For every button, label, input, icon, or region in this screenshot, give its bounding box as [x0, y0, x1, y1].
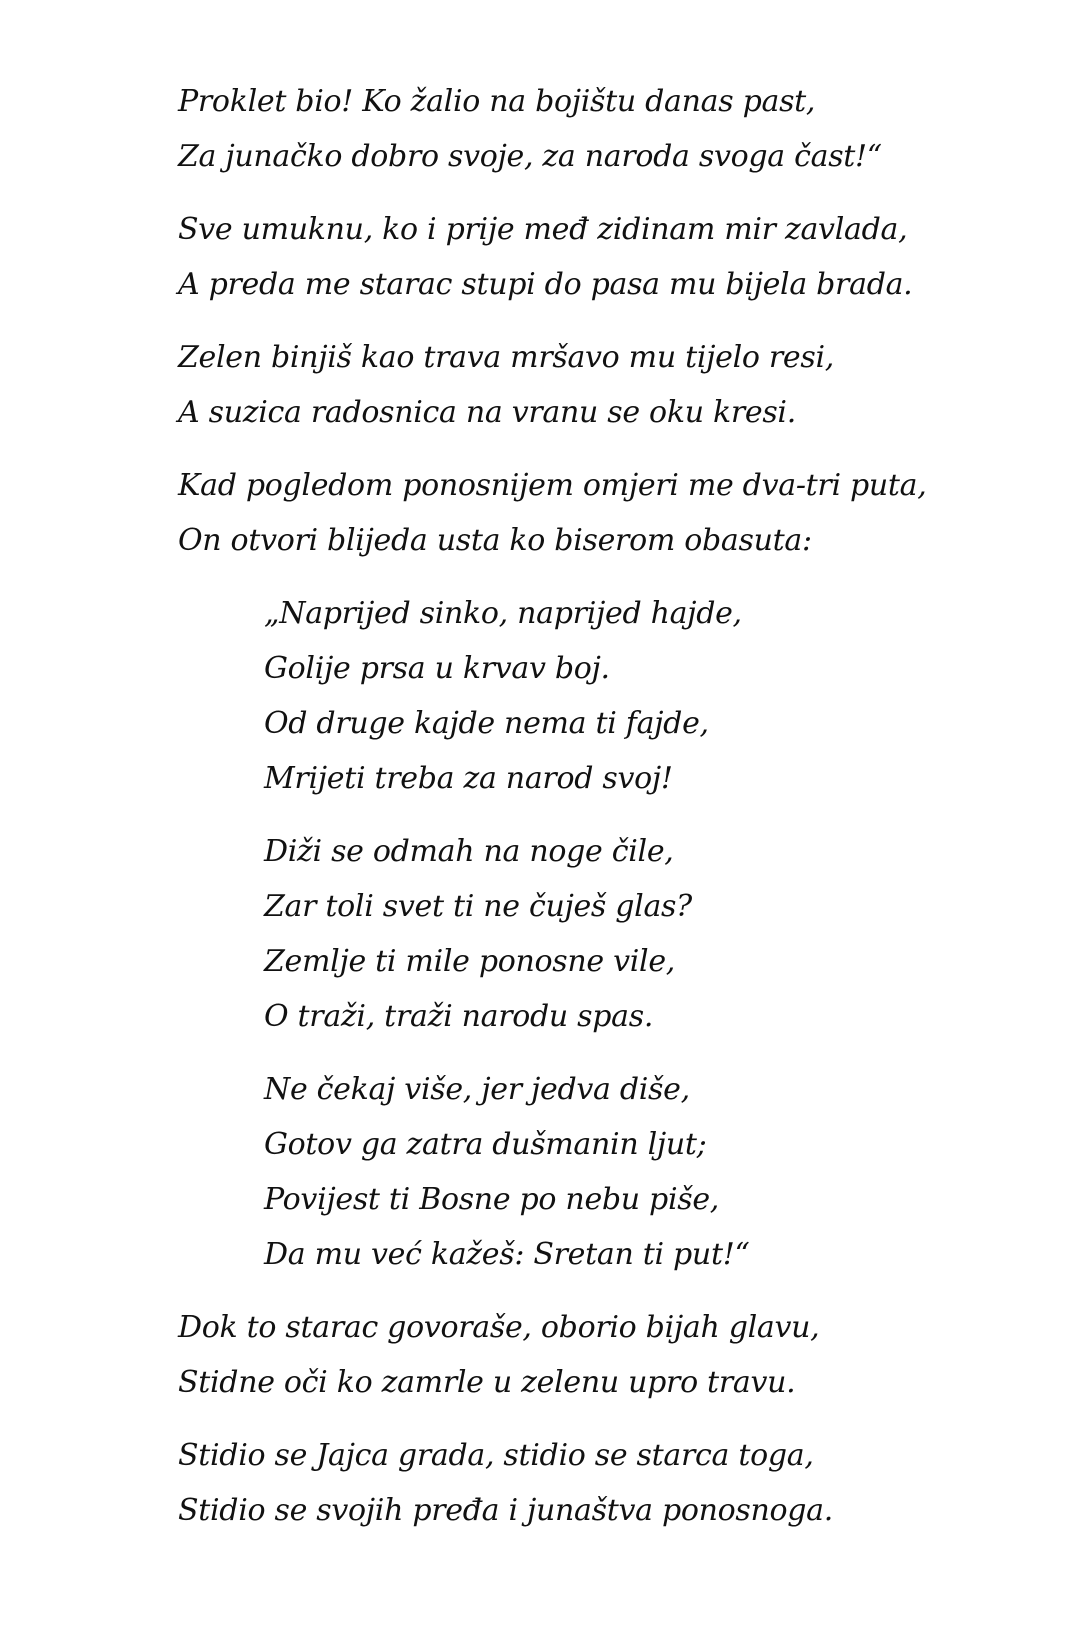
poem-stanza — [178, 586, 1038, 806]
poem-line: Stidio se Jajca grada, stidio se starca toga, — [178, 1438, 814, 1473]
poem-line: Mrijeti treba za narod svoj! — [264, 761, 673, 796]
poem-line: Ne čekaj više, jer jedva diše, — [264, 1072, 690, 1107]
poem-line: Povijest ti Bosne po nebu piše, — [264, 1182, 720, 1217]
poem-line: Dok to starac govoraše, oborio bijah glavu, — [178, 1310, 820, 1345]
poem-line: A preda me starac stupi do pasa mu bijela brada. — [178, 267, 913, 302]
poem-stanza — [178, 1300, 1038, 1410]
poem-line: Gotov ga zatra dušmanin ljut; — [264, 1127, 707, 1162]
poem-line: Diži se odmah na noge čile, — [264, 834, 674, 869]
poem-line: Od druge kajde nema ti fajde, — [264, 706, 709, 741]
poem-line: Da mu već kažeš: Sretan ti put!“ — [264, 1237, 750, 1272]
poem-stanza — [178, 458, 1038, 568]
poem-line: Zemlje ti mile ponosne vile, — [264, 944, 676, 979]
poem-line: Sve umuknu, ko i prije međ zidinam mir zavlada, — [178, 212, 908, 247]
poem-line: A suzica radosnica na vranu se oku kresi. — [178, 395, 796, 430]
poem-stanza — [178, 1428, 1038, 1538]
poem-text — [178, 74, 1038, 1556]
poem-line: Zelen binjiš kao trava mršavo mu tijelo resi, — [178, 340, 835, 375]
poem-line: Stidio se svojih pređa i junaštva ponosnoga. — [178, 1493, 834, 1528]
poem-line: Proklet bio! Ko žalio na bojištu danas past, — [178, 84, 816, 119]
poem-line: On otvori blijeda usta ko biserom obasuta: — [178, 523, 812, 558]
poem-stanza — [178, 1062, 1038, 1282]
poem-line: O traži, traži narodu spas. — [264, 999, 654, 1034]
poem-line: Stidne oči ko zamrle u zelenu upro travu. — [178, 1365, 796, 1400]
poem-stanza — [178, 330, 1038, 440]
poem-line: Golije prsa u krvav boj. — [264, 651, 610, 686]
poem-stanza — [178, 824, 1038, 1044]
poem-line: Kad pogledom ponosnijem omjeri me dva-tri puta, — [178, 468, 927, 503]
poem-line: Zar toli svet ti ne čuješ glas? — [264, 889, 692, 924]
poem-line: Za junačko dobro svoje, za naroda svoga čast!“ — [178, 139, 882, 174]
poem-line: „Naprijed sinko, naprijed hajde, — [264, 596, 742, 631]
poem-stanza — [178, 202, 1038, 312]
poem-stanza — [178, 74, 1038, 184]
